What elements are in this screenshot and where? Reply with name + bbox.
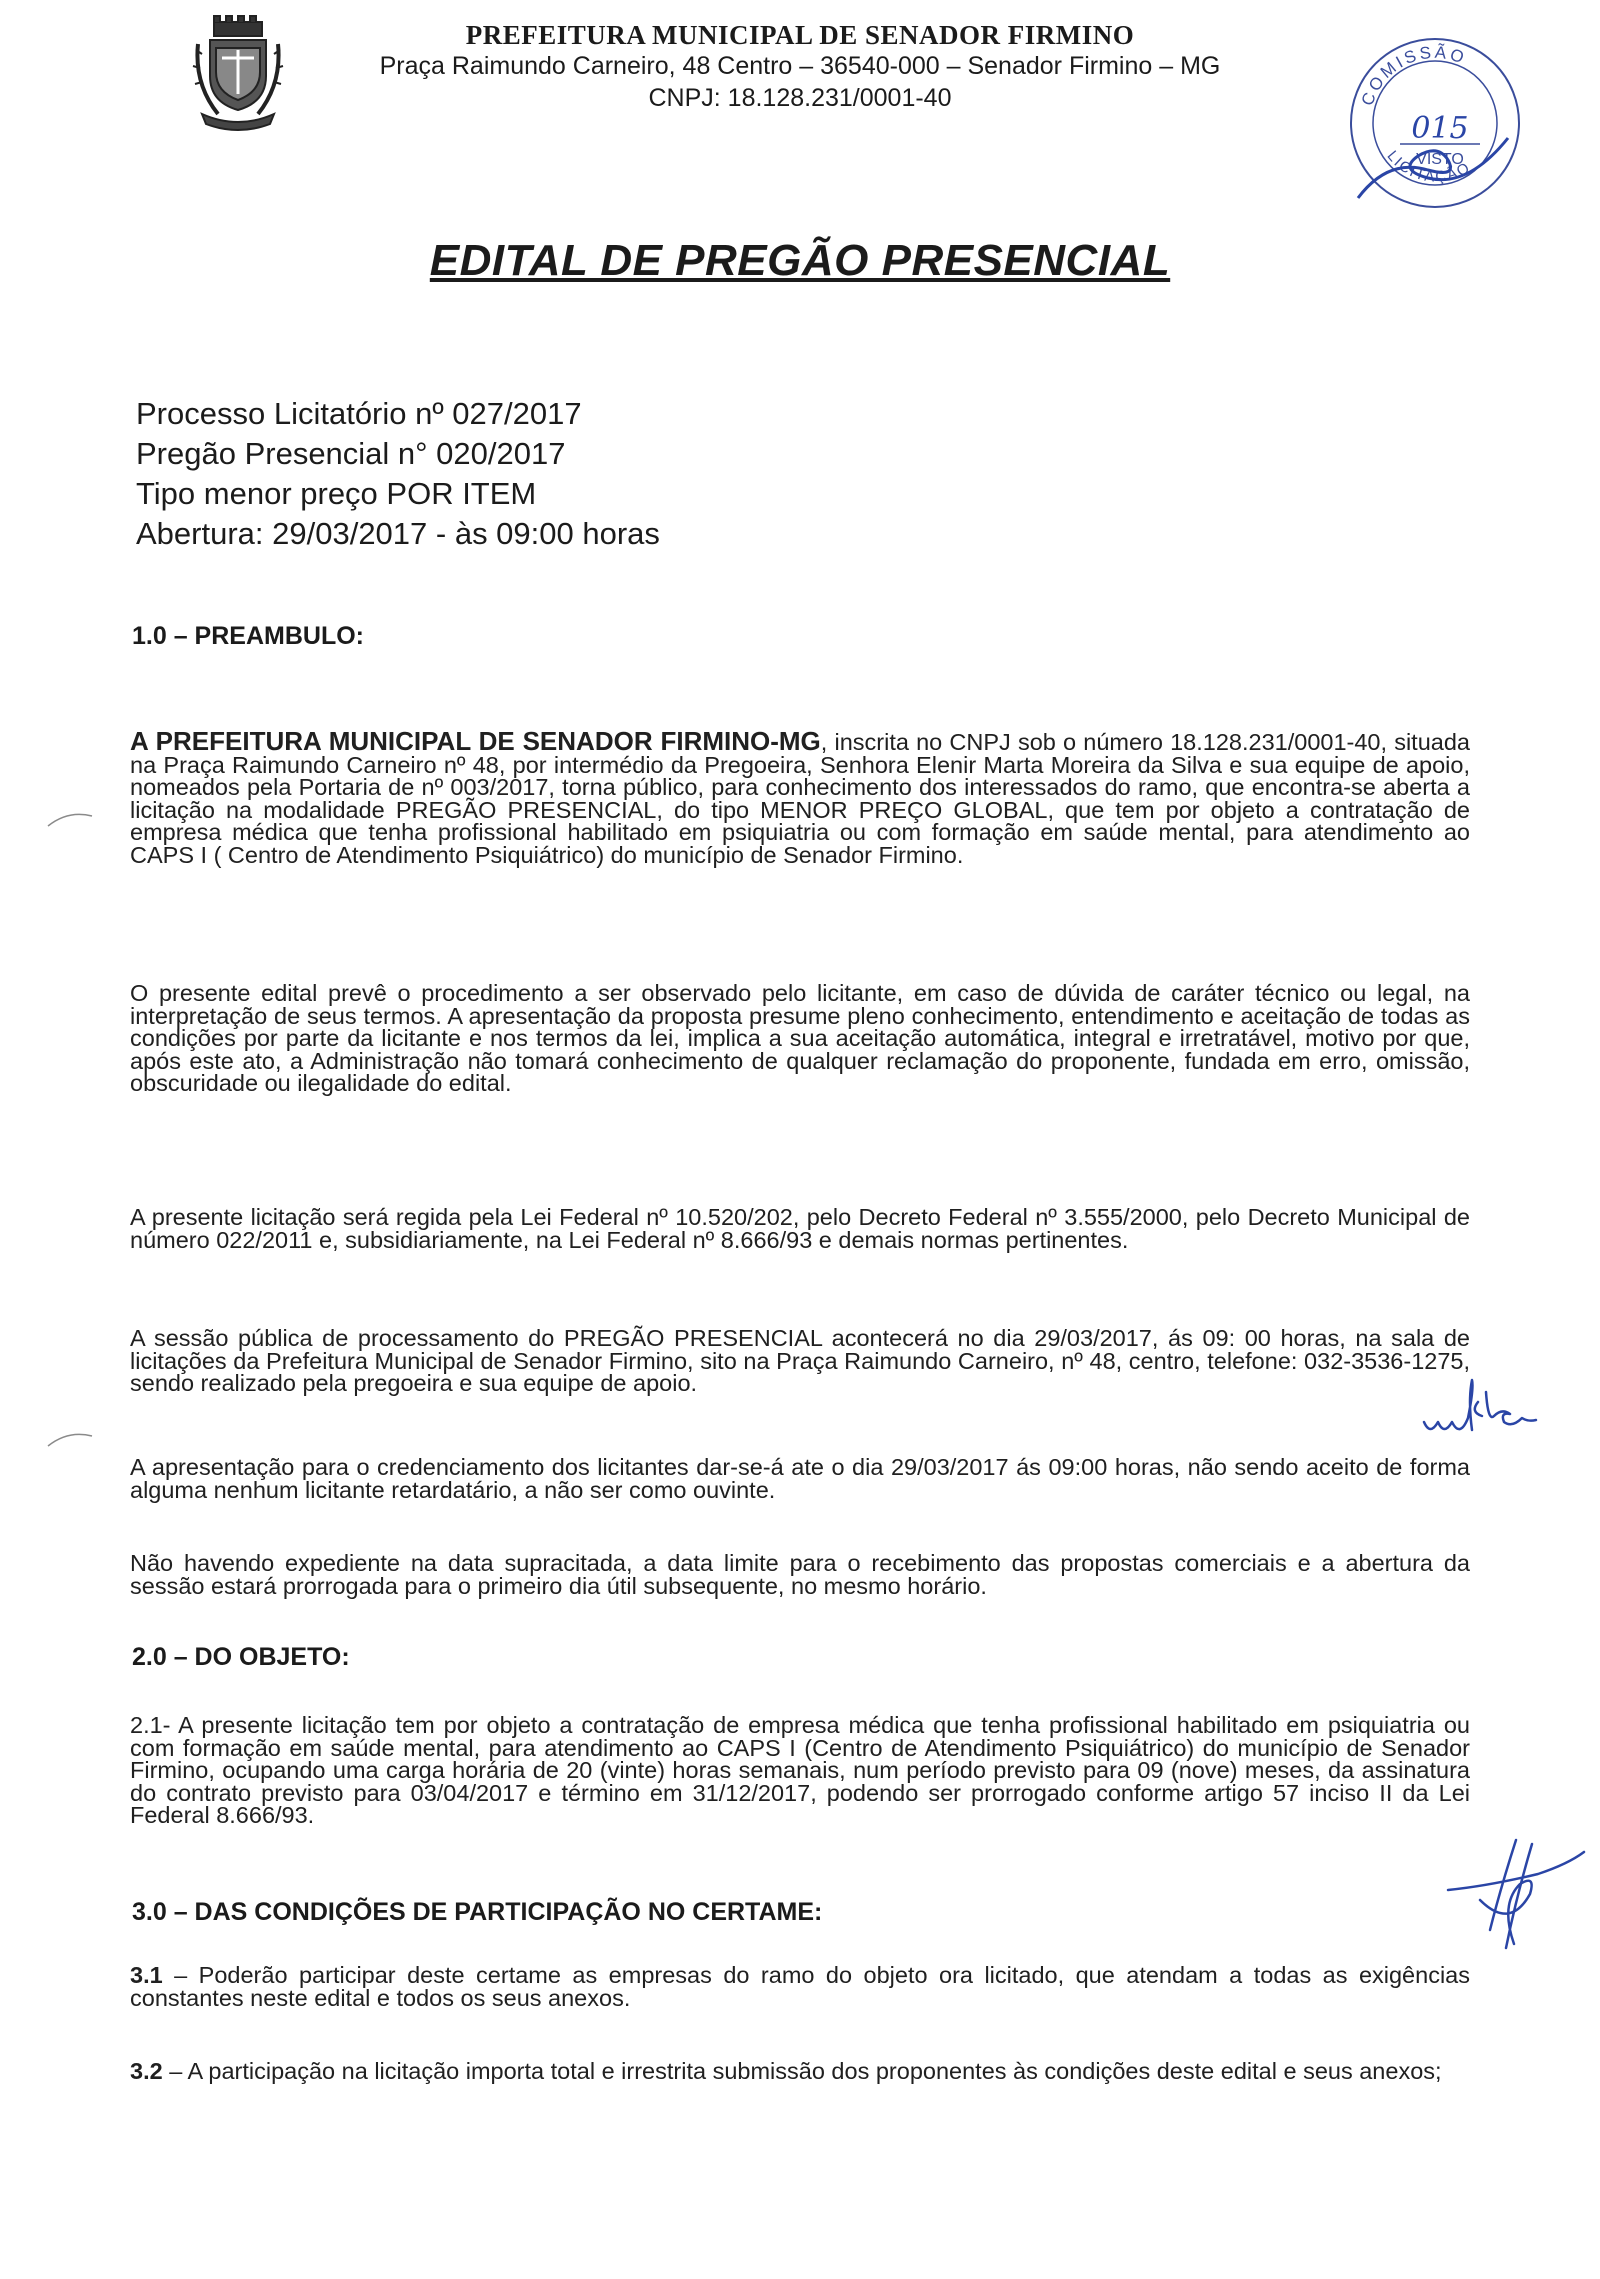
bid-type: Tipo menor preço POR ITEM [136,476,537,511]
header-cnpj: CNPJ: 18.128.231/0001-40 [648,84,952,112]
svg-text:COMISSÃO: COMISSÃO [1357,42,1470,109]
paragraph-session: A sessão pública de processamento do PREGÃO PRESENCIAL acontecerá no dia 29/03/2017, ás 09: 00 horas, na sala de licitações da Prefeitura Municipal de Senador Firmino, sito na Praça Raimundo Carneiro, nº 48, centro, telefone: 032-3536-1275, sendo realizado pela pregoeira e sua equipe de apoio. [130,1325,1470,1396]
municipal-crest-icon [192,14,284,132]
handwritten-initials-signature [1420,1372,1570,1452]
paragraph-lead: A PREFEITURA MUNICIPAL DE SENADOR FIRMINO-MG [130,726,821,756]
process-info [136,394,660,554]
section-heading-participacao: 3.0 – DAS CONDIÇÕES DE PARTICIPAÇÃO NO CERTAME: [132,1898,823,1926]
margin-scan-mark [46,810,96,830]
header-org-name: PREFEITURA MUNICIPAL DE SENADOR FIRMINO [465,20,1135,50]
commission-stamp-icon [1340,28,1530,218]
section-heading-objeto: 2.0 – DO OBJETO: [132,1643,350,1671]
clause-number: 3.1 [130,1962,163,1988]
paragraph-preambulo [130,726,1470,868]
header-address: Praça Raimundo Carneiro, 48 Centro – 36540-000 – Senador Firmino – MG [379,52,1221,80]
paragraph-3-1 [130,1964,1470,2009]
margin-scan-mark [46,1430,96,1450]
clause-text: – Poderão participar deste certame as empresas do ramo do objeto ora licitado, que atendam a todas as exigências constantes neste edital e todos os seus anexos. [130,1962,1470,2011]
paragraph-no-business-day: Não havendo expediente na data supracitada, a data limite para o recebimento das propostas comerciais e a abertura da sessão estará prorrogada para o primeiro dia útil subsequente, no mesmo horário. [130,1550,1470,1599]
paragraph-accreditation: A apresentação para o credenciamento dos licitantes dar-se-á ate o dia 29/03/2017 ás 09:00 horas, não sendo aceito de forma alguma nenhum licitante retardatário, a não ser como ouvinte. [130,1454,1470,1503]
svg-text:LICITAÇÃO: LICITAÇÃO [1383,147,1475,186]
section-heading-preambulo: 1.0 – PREAMBULO: [132,622,364,650]
svg-text:VISTO: VISTO [1416,151,1464,168]
handwritten-signature [1440,1830,1590,1960]
pregao-number: Pregão Presencial n° 020/2017 [136,436,566,471]
paragraph-procedure: O presente edital prevê o procedimento a ser observado pelo licitante, em caso de dúvida de caráter técnico ou legal, na interpretação de seus termos. A apresentação da proposta presume pleno conhecimento, entendimento e aceitação de todas as condições por parte da licitante e nos termos da lei, implica a sua aceitação automática, integral e irretratável, motivo por que, após este ato, a Administração não tomará conhecimento de qualquer reclamação do proponente, fundada em erro, omissão, obscuridade ou ilegalidade do edital. [130,980,1470,1096]
clause-number: 3.2 [130,2058,163,2084]
paragraph-object: 2.1- A presente licitação tem por objeto a contratação de empresa médica que tenha profissional habilitado em psiquiatria ou com formação em saúde mental, para atendimento ao CAPS I (Centro de Atendimento Psiquiátrico) do município de Senador Firmino, ocupando uma carga horária de 20 (vinte) horas semanais, num período previsto para 09 (nove) meses, da assinatura do contrato previsto para 03/04/2017 e término em 31/12/2017, podendo ser prorrogado conforme artigo 57 inciso II da Lei Federal 8.666/93. [130,1712,1470,1828]
process-number: Processo Licitatório nº 027/2017 [136,396,582,431]
paragraph-3-2 [130,2060,1470,2083]
clause-text: – A participação na licitação importa total e irrestrita submissão dos proponentes às condições deste edital e seus anexos; [162,2058,1442,2084]
paragraph-legislation: A presente licitação será regida pela Lei Federal nº 10.520/202, pelo Decreto Federal nº 3.555/2000, pelo Decreto Municipal de número 022/2011 e, subsidiariamente, na Lei Federal nº 8.666/93 e demais normas pertinentes. [130,1204,1470,1253]
document-title: EDITAL DE PREGÃO PRESENCIAL [429,236,1171,285]
opening-date: Abertura: 29/03/2017 - às 09:00 horas [136,516,660,551]
paragraph-text: , inscrita no CNPJ sob o número 18.128.231/0001-40, situada na Praça Raimundo Carneiro nº 48, por intermédio da Pregoeira, Senhora Elenir Marta Moreira da Silva e sua equipe de apoio, nomeados pela Portaria de nº 003/2017, torna público, para conhecimento dos interessados do ramo, que encontra-se aberta a licitação na modalidade PREGÃO PRESENCIAL, do tipo MENOR PREÇO GLOBAL, que tem por objeto a contratação de empresa médica que tenha profissional habilitado em psiquiatria ou com formação em saúde mental, para atendimento ao CAPS I ( Centro de Atendimento Psiquiátrico) do município de Senador Firmino. [130,729,1470,868]
svg-text:015: 015 [1411,111,1469,146]
